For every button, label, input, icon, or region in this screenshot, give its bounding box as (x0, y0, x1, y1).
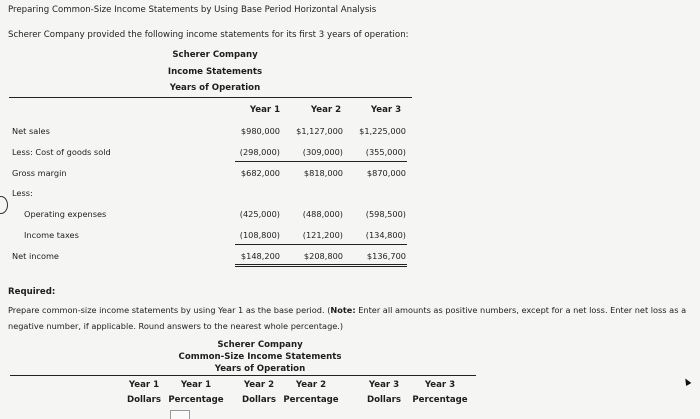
margin-bracket-icon (0, 196, 8, 214)
value-income-taxes-year1: (108,800) (239, 230, 280, 240)
row-label-net-income: Net income (12, 251, 59, 261)
cs-col6-line1: Year 3 (424, 380, 456, 390)
row-label-net-sales: Net sales (12, 126, 50, 136)
value-opex-year1: (425,000) (239, 209, 280, 219)
cs-col2-line1: Year 1 (180, 380, 212, 390)
subtotal-rule (235, 161, 407, 162)
value-gross-margin-year2: $818,000 (303, 168, 343, 178)
value-income-taxes-year2: (121,200) (302, 230, 343, 240)
value-cogs-year3: (355,000) (365, 147, 406, 157)
cs-col1-line1: Year 1 (128, 380, 160, 390)
row-label-income-taxes: Income taxes (24, 230, 79, 240)
double-rule-top (235, 264, 407, 265)
intro-text: Scherer Company provided the following income statements for its first 3 years of operation: (8, 30, 409, 40)
value-opex-year3: (598,500) (365, 209, 406, 219)
row-label-less: Less: (12, 188, 33, 198)
required-heading: Required: (8, 287, 56, 297)
required-instructions: Prepare common-size income statements by using Year 1 as the base period. (Note: Enter all amounts as positive numbers, except for a net loss. Enter net loss as a (8, 305, 687, 315)
value-net-income-year3: $136,700 (366, 251, 406, 261)
cs-company-name: Scherer Company (217, 340, 303, 350)
row-label-operating-expenses: Operating expenses (24, 209, 107, 219)
statement-period: Years of Operation (169, 83, 261, 93)
value-cogs-year1: (298,000) (239, 147, 280, 157)
statement-title: Income Statements (167, 67, 263, 77)
cs-header-rule (10, 375, 476, 376)
cs-statement-title: Common-Size Income Statements (178, 352, 342, 362)
column-header-year3: Year 3 (370, 105, 402, 115)
cs-col2-line2: Percentage (168, 395, 224, 405)
cs-col5-line2: Dollars (366, 395, 402, 405)
value-net-sales-year1: $980,000 (240, 126, 280, 136)
cs-col6-line2: Percentage (412, 395, 468, 405)
value-gross-margin-year3: $870,000 (366, 168, 406, 178)
cs-col1-line2: Dollars (126, 395, 162, 405)
required-instructions-line2: negative number, if applicable. Round answers to the nearest whole percentage.) (8, 321, 344, 331)
value-net-sales-year3: $1,225,000 (359, 126, 406, 136)
cs-statement-period: Years of Operation (214, 364, 306, 374)
value-income-taxes-year3: (134,800) (365, 230, 406, 240)
value-gross-margin-year1: $682,000 (240, 168, 280, 178)
double-rule-bottom (235, 266, 407, 267)
cs-col3-line1: Year 2 (243, 380, 275, 390)
column-header-year1: Year 1 (249, 105, 281, 115)
cs-col5-line1: Year 3 (368, 380, 400, 390)
cs-col4-line2: Percentage (283, 395, 339, 405)
company-name: Scherer Company (172, 50, 258, 60)
cs-col3-line2: Dollars (241, 395, 277, 405)
net-income-rule (235, 244, 407, 245)
value-opex-year2: (488,000) (302, 209, 343, 219)
row-label-cogs: Less: Cost of goods sold (12, 147, 111, 157)
header-rule (9, 97, 412, 98)
column-header-year2: Year 2 (310, 105, 342, 115)
cs-col4-line1: Year 2 (295, 380, 327, 390)
value-net-sales-year2: $1,127,000 (296, 126, 343, 136)
value-net-income-year1: $148,200 (240, 251, 280, 261)
row-label-gross-margin: Gross margin (12, 168, 67, 178)
mouse-cursor-icon (683, 377, 692, 386)
value-net-income-year2: $208,800 (303, 251, 343, 261)
value-cogs-year2: (309,000) (302, 147, 343, 157)
page-title: Preparing Common-Size Income Statements by Using Base Period Horizontal Analysis (8, 5, 377, 15)
